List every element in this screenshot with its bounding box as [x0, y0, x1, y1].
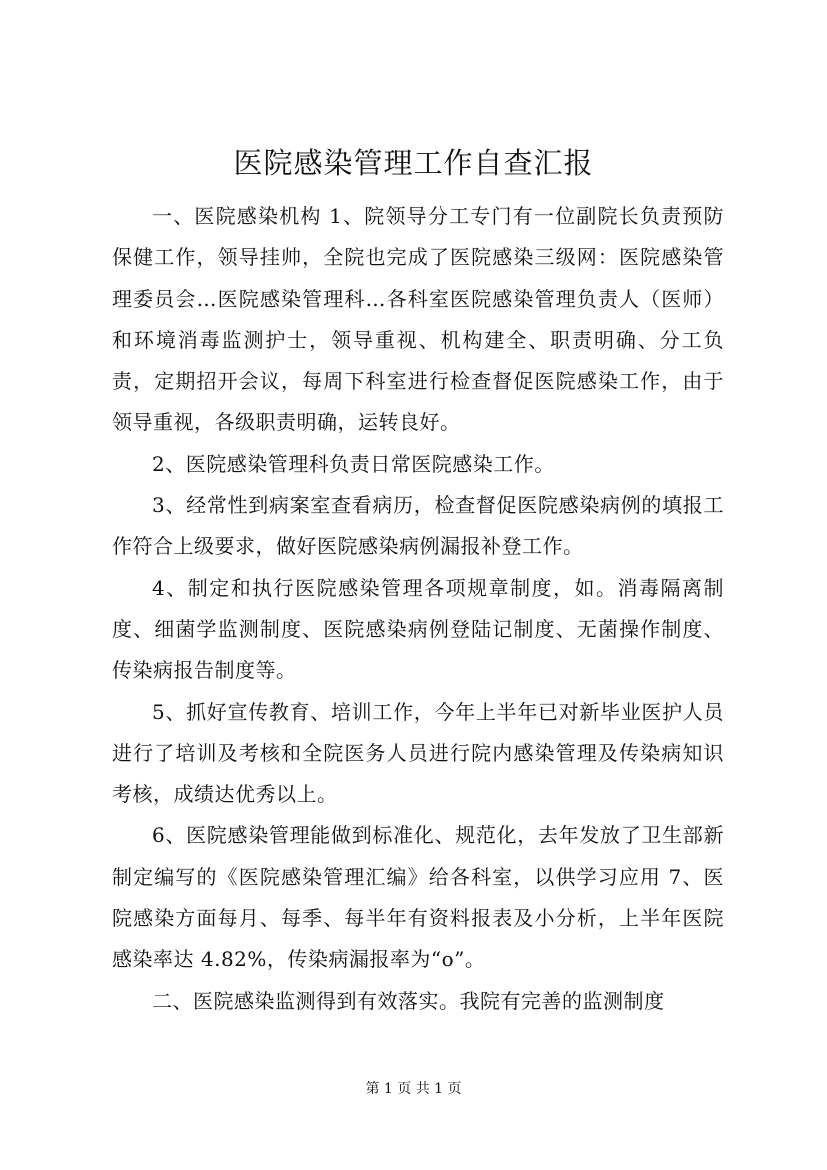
paragraph-section-2: 二、医院感染监测得到有效落实。我院有完善的监测制度 — [152, 988, 665, 1013]
document-body — [112, 196, 724, 1022]
paragraph-item-5: 5、抓好宣传教育、培训工作，今年上半年已对新毕业医护人员进行了培训及考核和全院医务人员进行院内感染管理及传染病知识考核，成绩达优秀以上。 — [112, 699, 724, 807]
paragraph-item-2: 2、医院感染管理科负责日常医院感染工作。 — [152, 451, 555, 476]
paragraph-item-4: 4、制定和执行医院感染管理各项规章制度，如。消毒隔离制度、细菌学监测制度、医院感染病例登陆记制度、无菌操作制度、传染病报告制度等。 — [112, 575, 724, 683]
paragraph-item-6-7: 6、医院感染管理能做到标准化、规范化，去年发放了卫生部新制定编写的《医院感染管理汇编》给各科室，以供学习应用 7、医院感染方面每月、每季、每半年有资料报表及小分析，上半年医院感染率达 4.82%，传染病漏报率为“o”。 — [112, 823, 724, 972]
paragraph-item-3: 3、经常性到病案室查看病历，检查督促医院感染病例的填报工作符合上级要求，做好医院感染病例漏报补登工作。 — [112, 493, 724, 559]
document-title: 医院感染管理工作自查汇报 — [233, 146, 594, 180]
page-footer: 第 1 页 共 1 页 — [365, 1081, 462, 1097]
paragraph-section-1: 一、医院感染机构 1、院领导分工专门有一位副院长负责预防保健工作，领导挂帅，全院也完成了医院感染三级网：医院感染管理委员会…医院感染管理科…各科室医院感染管理负责人（医师）和环境消毒监测护士，领导重视、机构建全、职责明确、分工负责，定期招开会议，每周下科室进行检查督促医院感染工作，由于领导重视，各级职责明确，运转良好。 — [112, 204, 724, 435]
